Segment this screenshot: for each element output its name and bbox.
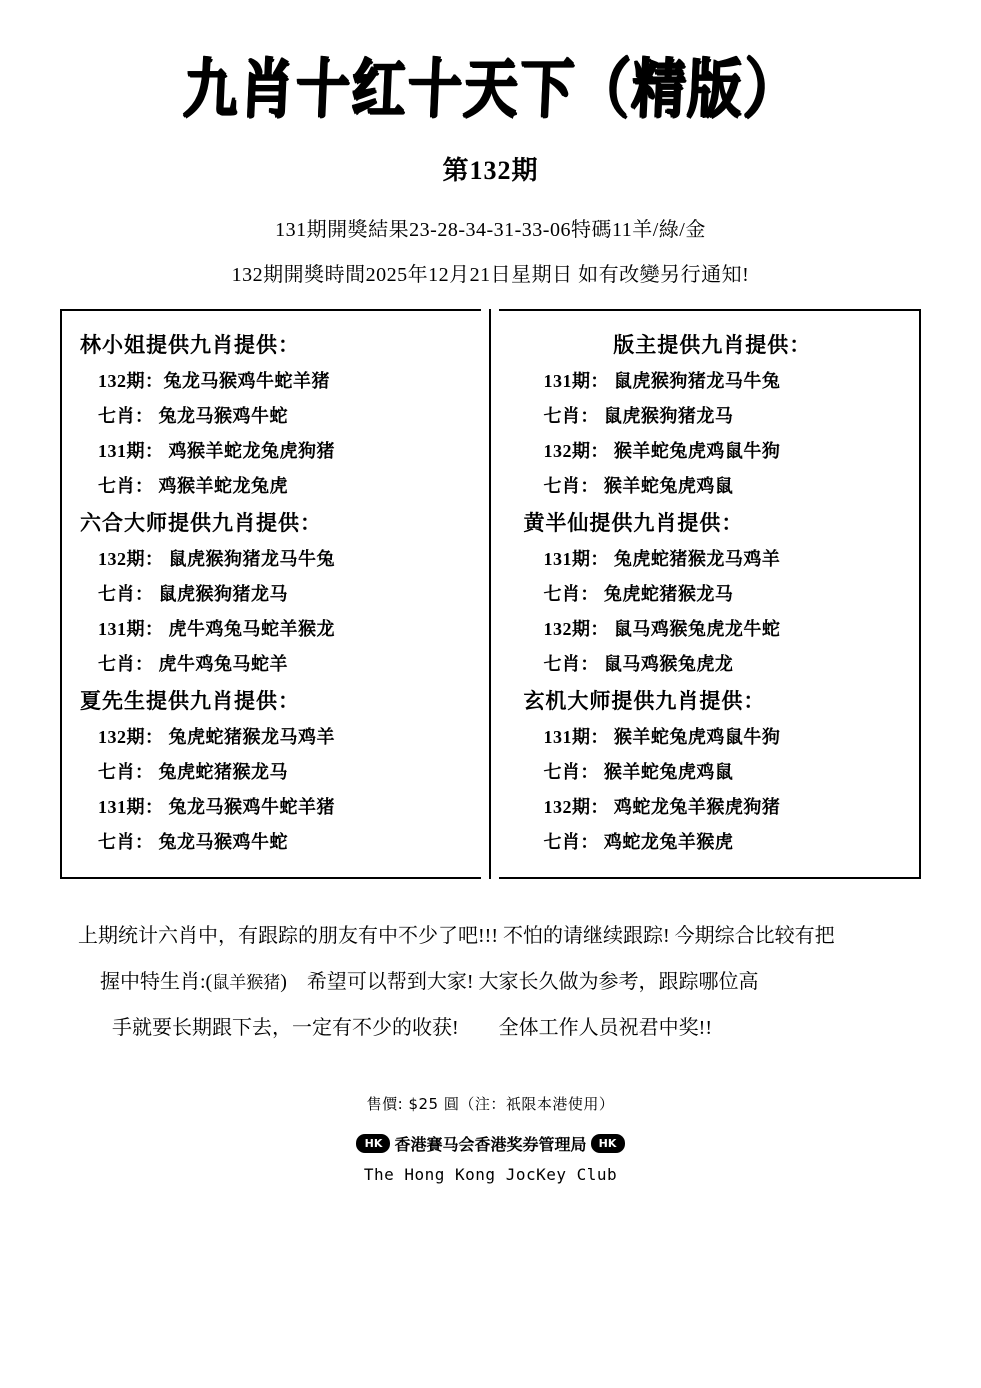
forecast-row: 七肖： 兔虎蛇猪猴龙马 xyxy=(98,762,288,782)
forecast-block-title: 黄半仙提供九肖提供： xyxy=(523,511,744,535)
forecast-row: 131期： 鸡猴羊蛇龙兔虎狗猪 xyxy=(98,441,335,461)
forecast-row: 131期： 猴羊蛇兔虎鸡鼠牛狗 xyxy=(543,727,781,747)
next-draw-time-line: 132期開獎時間2025年12月21日星期日 如有改變另行通知! xyxy=(231,264,750,286)
commentary-line-3: 手就要长期跟下去，一定有不少的收获! 全体工作人员祝君中奖!! xyxy=(112,1017,712,1039)
forecast-block xyxy=(513,685,901,854)
forecast-row: 七肖： 兔龙马猴鸡牛蛇 xyxy=(98,406,288,426)
commentary-line-2-a: 握中特生肖:( xyxy=(100,971,213,993)
special-zodiac-pick: 鼠羊猴猪 xyxy=(212,973,281,992)
forecast-block xyxy=(513,329,901,498)
forecast-row: 131期： 兔虎蛇猪猴龙马鸡羊 xyxy=(543,549,781,569)
commentary-line-2 xyxy=(78,959,903,1005)
price-note: 售價: $25 圓（注：祇限本港使用） xyxy=(366,1095,615,1113)
forecast-row: 七肖： 虎牛鸡兔马蛇羊 xyxy=(98,654,288,674)
forecast-row: 七肖： 兔虎蛇猪猴龙马 xyxy=(543,584,734,604)
forecast-block-title: 林小姐提供九肖提供： xyxy=(80,333,300,357)
forecast-block xyxy=(513,507,901,676)
forecast-row: 132期：兔龙马猴鸡牛蛇羊猪 xyxy=(98,371,330,391)
forecast-row: 七肖： 鸡猴羊蛇龙兔虎 xyxy=(98,476,288,496)
forecast-row: 132期： 猴羊蛇兔虎鸡鼠牛狗 xyxy=(543,441,781,461)
forecast-row: 七肖： 鸡蛇龙兔羊猴虎 xyxy=(543,832,734,852)
footer xyxy=(0,1093,981,1184)
previous-result-line: 131期開獎結果23-28-34-31-33-06特碼11羊/綠/金 xyxy=(275,219,706,241)
result-info xyxy=(0,213,981,287)
forecast-row: 七肖： 鼠虎猴狗猪龙马 xyxy=(543,406,734,426)
jockey-club-name-en: The Hong Kong JocKey Club xyxy=(363,1165,618,1184)
forecast-row: 132期： 鼠马鸡猴兔虎龙牛蛇 xyxy=(543,619,781,639)
jockey-club-row xyxy=(0,1132,981,1155)
forecast-block xyxy=(80,329,471,498)
commentary-line-1: 上期统计六肖中，有跟踪的朋友有中不少了吧!!! 不怕的请继续跟踪! 今期综合比较有把 xyxy=(78,925,835,947)
commentary-line-2-b: ) 希望可以帮到大家! 大家长久做为参考，跟踪哪位高 xyxy=(280,971,759,993)
forecast-row: 七肖： 鼠马鸡猴兔虎龙 xyxy=(543,654,734,674)
right-forecast-column xyxy=(499,309,921,879)
forecast-row: 131期： 鼠虎猴狗猪龙马牛兔 xyxy=(543,371,781,391)
forecast-row: 七肖： 猴羊蛇兔虎鸡鼠 xyxy=(543,762,734,782)
left-forecast-column xyxy=(60,309,481,879)
forecast-block-title: 玄机大师提供九肖提供： xyxy=(523,689,766,713)
forecast-row: 131期： 虎牛鸡兔马蛇羊猴龙 xyxy=(98,619,335,639)
forecast-columns xyxy=(60,309,921,879)
jockey-club-logo-left-icon: HK xyxy=(356,1134,390,1153)
forecast-row: 七肖： 鼠虎猴狗猪龙马 xyxy=(98,584,288,604)
forecast-row: 132期： 鼠虎猴狗猪龙马牛兔 xyxy=(98,549,335,569)
page-title: 九肖十红十天下（精版） xyxy=(180,51,801,126)
jockey-club-name-cn: 香港賽马会香港奖券管理局 xyxy=(394,1135,587,1154)
title-area xyxy=(0,0,981,187)
forecast-block xyxy=(80,685,471,854)
column-divider xyxy=(489,309,491,879)
forecast-row: 七肖： 兔龙马猴鸡牛蛇 xyxy=(98,832,288,852)
jockey-club-logo-right-icon: HK xyxy=(591,1134,625,1153)
forecast-row: 132期： 兔虎蛇猪猴龙马鸡羊 xyxy=(98,727,335,747)
commentary-paragraph xyxy=(78,913,903,1051)
forecast-row: 132期： 鸡蛇龙兔羊猴虎狗猪 xyxy=(543,797,781,817)
forecast-block-title: 六合大师提供九肖提供： xyxy=(80,511,322,535)
forecast-block-title: 夏先生提供九肖提供： xyxy=(80,689,300,713)
issue-number: 第132期 xyxy=(442,156,539,185)
forecast-block xyxy=(80,507,471,676)
forecast-row: 131期： 兔龙马猴鸡牛蛇羊猪 xyxy=(98,797,335,817)
forecast-row: 七肖： 猴羊蛇兔虎鸡鼠 xyxy=(543,476,734,496)
forecast-block-title: 版主提供九肖提供： xyxy=(613,333,812,357)
